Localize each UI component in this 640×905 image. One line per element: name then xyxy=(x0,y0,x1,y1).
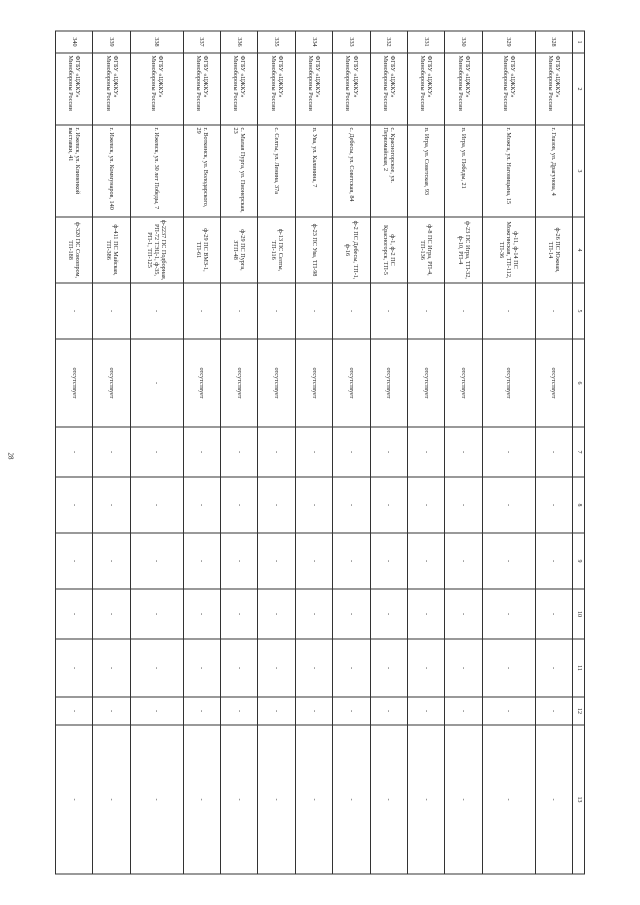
table-cell: г. Ижевск, ул. Клименкой выставки, 41 xyxy=(56,125,93,217)
table-cell: - xyxy=(56,533,93,589)
table-cell: - xyxy=(408,697,445,725)
table-cell: - xyxy=(333,589,370,639)
table-cell: ф-8 ПС Игра, РП-4, ТП-136 xyxy=(408,217,445,283)
column-header: 9 xyxy=(573,533,585,589)
table-cell: - xyxy=(333,477,370,533)
table-cell: - xyxy=(221,427,258,477)
table-cell: - xyxy=(482,639,535,697)
column-header: 8 xyxy=(573,477,585,533)
column-header: 2 xyxy=(573,53,585,125)
table-cell: ФГБУ «ЦЖКУ» Минобороны России xyxy=(258,53,295,125)
table-cell: - xyxy=(445,477,482,533)
table-cell: - xyxy=(370,533,407,589)
table-cell: ФГБУ «ЦЖКУ» Минобороны России xyxy=(130,53,183,125)
table-cell: 340 xyxy=(56,31,93,53)
table-cell: ф-11, ф-14 ПС Можгинская, ТП-112, ТП-36 xyxy=(482,217,535,283)
table-cell: отсутствует xyxy=(445,339,482,427)
table-cell: - xyxy=(482,427,535,477)
table-cell: - xyxy=(258,639,295,697)
table-row xyxy=(370,31,407,874)
table-cell: - xyxy=(130,339,183,427)
table-cell: ф-29 ПС ВМЗ-1, ТП-61 xyxy=(183,217,220,283)
table-cell: - xyxy=(482,477,535,533)
table-cell: - xyxy=(445,589,482,639)
table-cell: ФГБУ «ЦЖКУ» Минобороны России xyxy=(408,53,445,125)
table-cell: отсутствует xyxy=(333,339,370,427)
table-cell: - xyxy=(221,589,258,639)
table-cell: 329 xyxy=(482,31,535,53)
table-cell: г. Ижевск, ул. 30 лет Победы, 7 xyxy=(130,125,183,217)
table-cell: - xyxy=(56,639,93,697)
table-cell: - xyxy=(445,697,482,725)
table-cell: 334 xyxy=(295,31,332,53)
table-cell: - xyxy=(258,725,295,874)
table-cell: - xyxy=(370,725,407,874)
table-cell: - xyxy=(445,639,482,697)
column-header: 7 xyxy=(573,427,585,477)
table-cell: - xyxy=(370,427,407,477)
table-row xyxy=(408,31,445,874)
table-cell: - xyxy=(333,639,370,697)
table-cell: - xyxy=(295,639,332,697)
table-cell: - xyxy=(130,283,183,339)
table-cell: - xyxy=(482,533,535,589)
table-cell: - xyxy=(408,589,445,639)
table-cell: - xyxy=(93,589,130,639)
table-cell: - xyxy=(93,533,130,589)
table-cell: - xyxy=(183,477,220,533)
table-cell: - xyxy=(333,697,370,725)
table-cell: отсутствует xyxy=(535,339,572,427)
table-row xyxy=(183,31,220,874)
table-cell: - xyxy=(56,427,93,477)
table-cell: - xyxy=(295,697,332,725)
page-number: 28 xyxy=(6,452,15,460)
table-cell: - xyxy=(56,725,93,874)
table-cell: отсутствует xyxy=(258,339,295,427)
table-cell: п. Игра, ул. Советская, 93 xyxy=(408,125,445,217)
table-cell: - xyxy=(295,477,332,533)
table-cell: г. Воткинск, ул. Володарского, 29 xyxy=(183,125,220,217)
table-cell: 328 xyxy=(535,31,572,53)
table-cell: 335 xyxy=(258,31,295,53)
table-cell: с. Дебесы, ул. Советская, 84 xyxy=(333,125,370,217)
table-cell: - xyxy=(295,589,332,639)
table-cell: - xyxy=(221,697,258,725)
column-header: 11 xyxy=(573,639,585,697)
table-cell: г. Глазов, ул. Драгунова, 4 xyxy=(535,125,572,217)
table-cell: - xyxy=(408,533,445,589)
table-cell: - xyxy=(93,477,130,533)
table-cell: - xyxy=(183,533,220,589)
table-cell: - xyxy=(370,639,407,697)
table-cell: ф-13 ПС Селты, ТП-116 xyxy=(258,217,295,283)
table-cell: ФГБУ «ЦЖКУ» Минобороны России xyxy=(333,53,370,125)
table-cell: ф-2 ПС Дебесы, ТП-1, ф-16 xyxy=(333,217,370,283)
table-cell: - xyxy=(130,725,183,874)
table-cell: п. Игра, ул. Победы, 21 xyxy=(445,125,482,217)
table-cell: - xyxy=(370,697,407,725)
table-cell: - xyxy=(258,589,295,639)
column-header: 5 xyxy=(573,283,585,339)
column-header: 12 xyxy=(573,697,585,725)
table-cell: - xyxy=(93,697,130,725)
table-row xyxy=(535,31,572,874)
table-cell: - xyxy=(183,589,220,639)
table-cell: 330 xyxy=(445,31,482,53)
column-header: 6 xyxy=(573,339,585,427)
table-cell: - xyxy=(535,533,572,589)
table-cell: - xyxy=(183,283,220,339)
table-cell: - xyxy=(56,477,93,533)
table-row xyxy=(445,31,482,874)
table-cell: - xyxy=(56,697,93,725)
table-cell: - xyxy=(482,283,535,339)
table-cell: - xyxy=(221,477,258,533)
table-cell: - xyxy=(535,697,572,725)
table-cell: - xyxy=(445,533,482,589)
table-cell: - xyxy=(295,533,332,589)
table-cell: 339 xyxy=(93,31,130,53)
table-cell: 332 xyxy=(370,31,407,53)
table-cell: - xyxy=(535,725,572,874)
data-table xyxy=(55,31,585,875)
table-row xyxy=(482,31,535,874)
table-cell: - xyxy=(258,697,295,725)
table-cell: - xyxy=(445,725,482,874)
table-cell: с. Селты, ул. Ленина, 37а xyxy=(258,125,295,217)
table-cell: г. Ижевск, ул. Коммунаров, 140 xyxy=(93,125,130,217)
table-cell: ф-2237 ПС Подборная, РП-72 ТЭЦ-1, ф-35, РП-1, ТП-125 xyxy=(130,217,183,283)
table-cell: ф-23 ПС Ува, ТП-98 xyxy=(295,217,332,283)
table-cell: ф-23 ПС Игра, ТП-32, ф-10, РП-4 xyxy=(445,217,482,283)
table-cell: 336 xyxy=(221,31,258,53)
table-cell: отсутствует xyxy=(295,339,332,427)
table-cell: - xyxy=(183,639,220,697)
table-row xyxy=(130,31,183,874)
table-cell: отсутствует xyxy=(408,339,445,427)
table-cell: - xyxy=(408,477,445,533)
table-cell: - xyxy=(93,725,130,874)
table-cell: - xyxy=(333,283,370,339)
table-cell: - xyxy=(130,427,183,477)
table-cell: - xyxy=(295,283,332,339)
table-cell: - xyxy=(408,725,445,874)
table-cell: ф-320 ПС Союзпром, ТП-188 xyxy=(56,217,93,283)
column-header: 4 xyxy=(573,217,585,283)
table-row xyxy=(258,31,295,874)
table-cell: отсутствует xyxy=(93,339,130,427)
table-cell: 337 xyxy=(183,31,220,53)
table-cell: ФГБУ «ЦЖКУ» Минобороны России xyxy=(482,53,535,125)
column-header: 13 xyxy=(573,725,585,874)
table-cell: - xyxy=(130,697,183,725)
table-cell: ФГБУ «ЦЖКУ» Минобороны России xyxy=(295,53,332,125)
table-cell: ФГБУ «ЦЖКУ» Минобороны России xyxy=(183,53,220,125)
table-cell: - xyxy=(221,283,258,339)
table-row xyxy=(56,31,93,874)
table-cell: с. Красногорское, ул. Первомайская, 2 xyxy=(370,125,407,217)
table-cell: ф-26 ПС Южная, ТП-14 xyxy=(535,217,572,283)
table-body xyxy=(56,31,573,874)
table-cell: - xyxy=(535,283,572,339)
table-cell: - xyxy=(56,589,93,639)
table-cell: - xyxy=(445,283,482,339)
table-cell: - xyxy=(370,477,407,533)
table-cell: - xyxy=(221,725,258,874)
table-cell: ФГБУ «ЦЖКУ» Минобороны России xyxy=(56,53,93,125)
table-cell: - xyxy=(333,427,370,477)
table-cell: - xyxy=(93,283,130,339)
table-cell: п. Ува, ул. Калинина, 7 xyxy=(295,125,332,217)
table-row xyxy=(333,31,370,874)
table-cell: - xyxy=(258,427,295,477)
table-cell: - xyxy=(408,283,445,339)
table-cell: - xyxy=(258,477,295,533)
table-cell: ФГБУ «ЦЖКУ» Минобороны России xyxy=(370,53,407,125)
column-header: 3 xyxy=(573,125,585,217)
table-cell: - xyxy=(333,725,370,874)
table-cell: - xyxy=(183,725,220,874)
table-cell: - xyxy=(445,427,482,477)
table-cell: - xyxy=(535,639,572,697)
table-cell: - xyxy=(370,589,407,639)
table-cell: ФГБУ «ЦЖКУ» Минобороны России xyxy=(93,53,130,125)
table-cell: - xyxy=(130,589,183,639)
table-cell: - xyxy=(535,589,572,639)
table-row xyxy=(93,31,130,874)
table-row xyxy=(221,31,258,874)
table-cell: 333 xyxy=(333,31,370,53)
table-cell: - xyxy=(333,533,370,589)
table-container xyxy=(55,31,585,874)
table-cell: - xyxy=(535,427,572,477)
table-cell: 331 xyxy=(408,31,445,53)
table-cell: ф-29 ПС Пурга, ЗТП-48 xyxy=(221,217,258,283)
table-cell: - xyxy=(56,283,93,339)
table-cell: ф-411 ПС Майская, ТП-386 xyxy=(93,217,130,283)
table-cell: ф-1, ф-2 ПС Красногорск, ТП-5 xyxy=(370,217,407,283)
table-cell: - xyxy=(295,725,332,874)
table-cell: - xyxy=(258,533,295,589)
table-cell: - xyxy=(258,283,295,339)
table-cell: отсутствует xyxy=(221,339,258,427)
table-cell: - xyxy=(183,697,220,725)
table-cell: отсутствует xyxy=(56,339,93,427)
table-cell: - xyxy=(482,589,535,639)
table-cell: - xyxy=(183,427,220,477)
table-cell: ФГБУ «ЦЖКУ» Минобороны России xyxy=(535,53,572,125)
table-cell: - xyxy=(408,427,445,477)
table-cell: - xyxy=(370,283,407,339)
table-cell: - xyxy=(295,427,332,477)
table-cell: отсутствует xyxy=(370,339,407,427)
table-cell: - xyxy=(408,639,445,697)
table-cell: - xyxy=(130,639,183,697)
table-cell: - xyxy=(93,639,130,697)
table-cell: - xyxy=(130,477,183,533)
table-cell: - xyxy=(221,639,258,697)
header-row xyxy=(573,31,585,874)
table-cell: - xyxy=(535,477,572,533)
table-cell: ФГБУ «ЦЖКУ» Минобороны России xyxy=(445,53,482,125)
table-row xyxy=(295,31,332,874)
column-header: 1 xyxy=(573,31,585,53)
table-cell: отсутствует xyxy=(183,339,220,427)
table-cell: с. Малая Пурга, ул. Пионерская, 23 xyxy=(221,125,258,217)
table-cell: г. Можга, ул. Наговицына, 15 xyxy=(482,125,535,217)
table-cell: 338 xyxy=(130,31,183,53)
table-cell: - xyxy=(130,533,183,589)
column-header: 10 xyxy=(573,589,585,639)
table-cell: - xyxy=(221,533,258,589)
table-cell: - xyxy=(482,697,535,725)
table-cell: - xyxy=(93,427,130,477)
table-cell: отсутствует xyxy=(482,339,535,427)
table-cell: - xyxy=(482,725,535,874)
table-cell: ФГБУ «ЦЖКУ» Минобороны России xyxy=(221,53,258,125)
